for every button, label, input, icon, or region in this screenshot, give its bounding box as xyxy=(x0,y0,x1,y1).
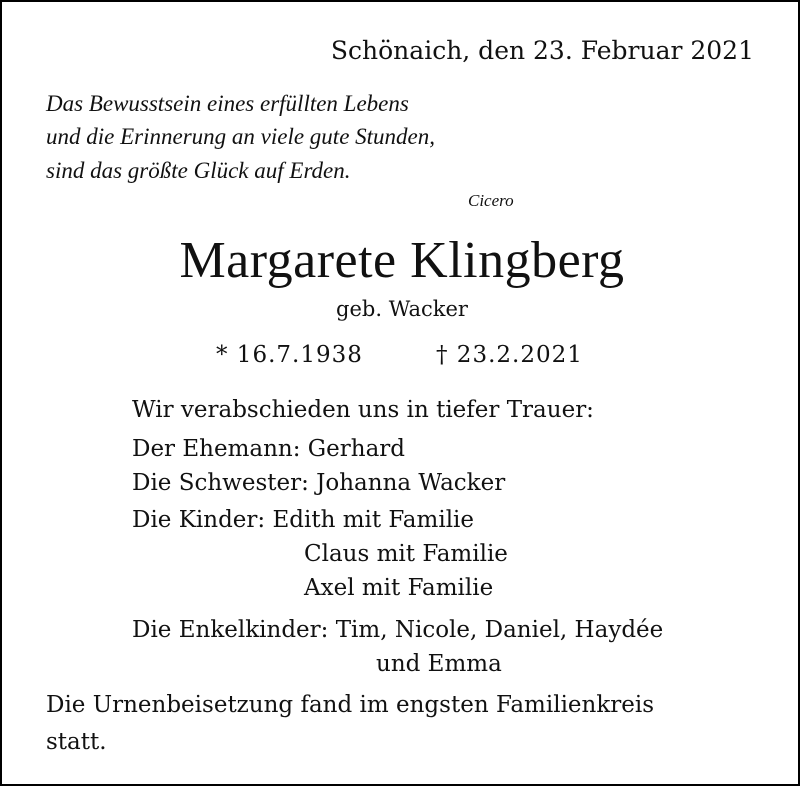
mourner-line: Claus mit Familie xyxy=(304,541,508,567)
mourner-line: Axel mit Familie xyxy=(304,575,494,601)
deceased-name: Margarete Klingberg xyxy=(179,232,625,289)
mourner-line: Die Kinder: Edith mit Familie xyxy=(132,507,475,533)
mourner-line: und Emma xyxy=(376,651,502,677)
quote-line: sind das größte Glück auf Erden. xyxy=(46,158,351,183)
closing-line: statt. xyxy=(46,729,107,755)
mourner-line: Die Schwester: Johanna Wacker xyxy=(132,470,506,496)
quote-line: und die Erinnerung an viele gute Stunden, xyxy=(46,124,436,149)
closing-line: Die Urnenbeisetzung fand im engsten Familienkreis xyxy=(46,692,655,718)
quote-line: Das Bewusstsein eines erfüllten Lebens xyxy=(46,91,409,116)
maiden-name: geb. Wacker xyxy=(336,297,468,321)
death-date: † 23.2.2021 xyxy=(436,342,583,368)
mourners-intro: Wir verabschieden uns in tiefer Trauer: xyxy=(132,397,594,423)
place-date: Schönaich, den 23. Februar 2021 xyxy=(330,36,754,65)
mourner-line: Die Enkelkinder: Tim, Nicole, Daniel, Haydée xyxy=(132,617,664,643)
birth-date: * 16.7.1938 xyxy=(216,342,363,368)
mourner-line: Der Ehemann: Gerhard xyxy=(132,436,406,462)
quote-author: Cicero xyxy=(468,191,514,210)
